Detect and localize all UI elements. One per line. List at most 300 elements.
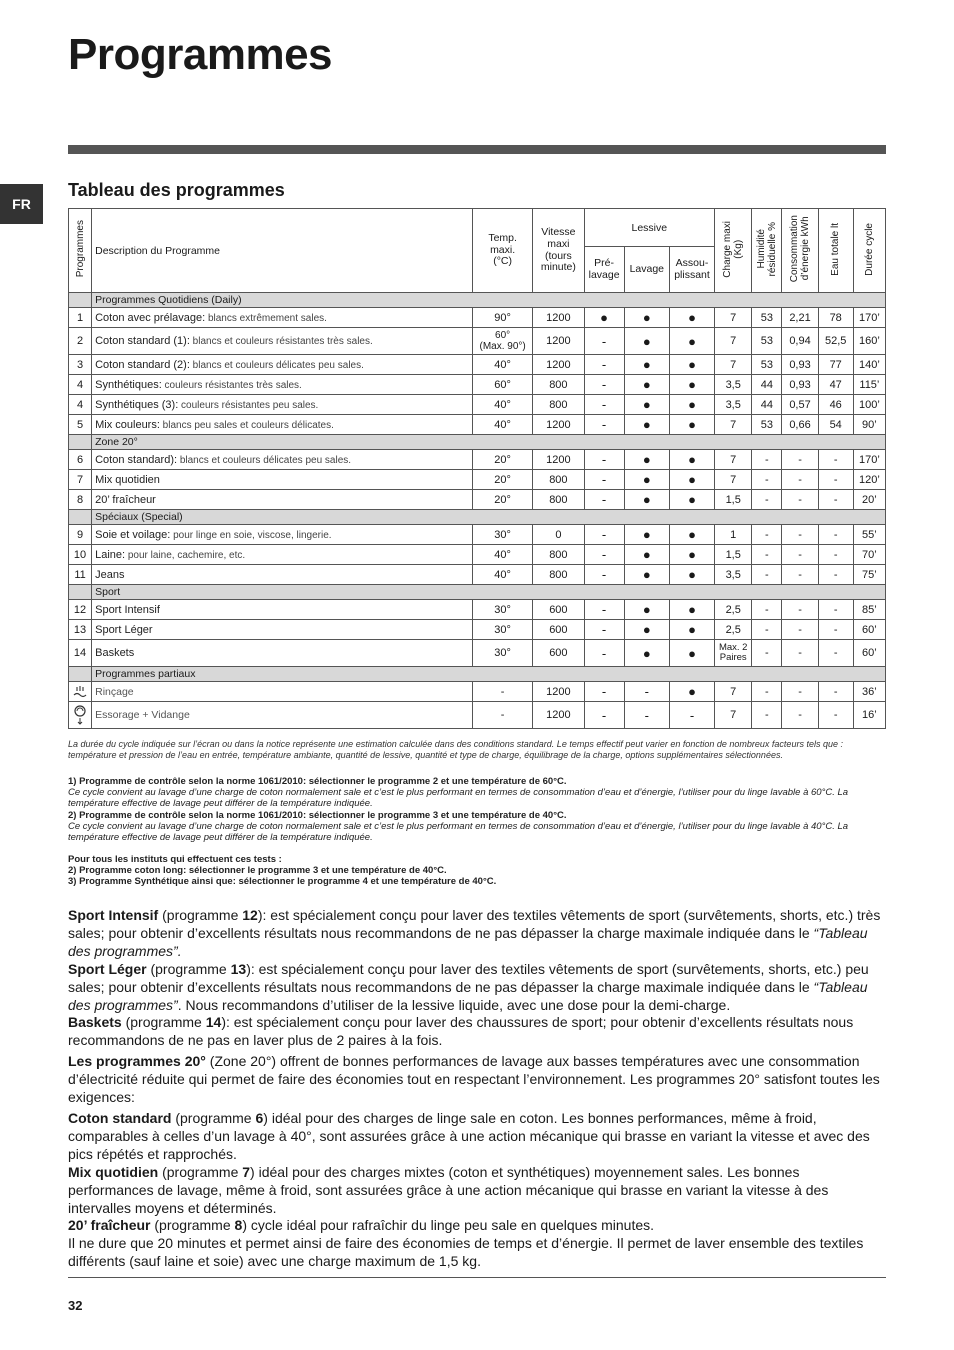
language-tab: FR — [0, 184, 43, 224]
eau-cell: 77 — [818, 355, 853, 375]
speed-cell: 600 — [533, 600, 584, 620]
footnotes — [68, 776, 886, 843]
program-description — [92, 640, 473, 667]
prelavage-cell: ● — [584, 308, 624, 328]
group-header-row — [69, 293, 886, 308]
table-ref: “Tableau des programmes” — [68, 978, 868, 1013]
temp-value: 60° — [495, 330, 511, 341]
eau-cell: - — [818, 600, 853, 620]
tests-item-1: 2) Programme coton long: sélectionner le programme 3 et une température de 40°C. — [68, 865, 447, 877]
group-spacer — [69, 435, 92, 450]
group-label: Programmes partiaux — [92, 667, 886, 682]
speed-cell: 1200 — [533, 682, 584, 702]
header-assouplissant: Assou- plissant — [669, 247, 714, 293]
speed-cell: 600 — [533, 640, 584, 667]
table-row — [69, 308, 886, 328]
duree-cell: 120’ — [853, 470, 885, 490]
consommation-cell: - — [782, 545, 818, 565]
table-row — [69, 375, 886, 395]
consommation-cell: 2,21 — [782, 308, 818, 328]
program-number: 7 — [69, 470, 92, 490]
program-description — [92, 395, 473, 415]
program-number: 3 — [69, 355, 92, 375]
lavage-cell: ● — [624, 600, 669, 620]
temp-cell: 20° — [472, 450, 532, 470]
prelavage-cell: - — [584, 702, 624, 729]
speed-cell: 800 — [533, 375, 584, 395]
group-header-row — [69, 435, 886, 450]
program-name: Synthétiques (3): — [95, 398, 179, 411]
header-description: Description du Programme — [92, 209, 473, 293]
consommation-cell: - — [782, 682, 818, 702]
consommation-cell: 0,93 — [782, 375, 818, 395]
eau-cell: - — [818, 545, 853, 565]
temp-cell: 40° — [472, 395, 532, 415]
charge-cell: 2,5 — [715, 620, 752, 640]
temp-cell: - — [472, 682, 532, 702]
charge-cell: 7 — [715, 415, 752, 435]
assouplissant-cell: ● — [669, 565, 714, 585]
prog-num: 7 — [242, 1163, 251, 1180]
prelavage-cell: - — [584, 525, 624, 545]
speed-cell: 1200 — [533, 450, 584, 470]
header-prelavage: Pré- lavage — [584, 247, 624, 293]
speed-cell: 1200 — [533, 702, 584, 729]
header-duree: Durée cycle — [853, 209, 885, 293]
program-detail: blancs peu sales et couleurs délicates. — [159, 419, 334, 431]
program-name: Baskets — [95, 647, 135, 659]
program-name: 20’ fraîcheur — [95, 493, 156, 506]
program-description — [92, 545, 473, 565]
program-detail: blancs et couleurs résistantes très sales. — [189, 336, 373, 347]
group-label: Programmes Quotidiens (Daily) — [92, 293, 886, 308]
temp-cell: 30° — [472, 600, 532, 620]
speed-cell: 1200 — [533, 355, 584, 375]
prelavage-cell: - — [584, 395, 624, 415]
charge-cell: 3,5 — [715, 565, 752, 585]
program-name: Mix couleurs: — [95, 418, 160, 431]
group-label: Sport — [92, 585, 886, 600]
program-description — [92, 525, 473, 545]
group-label: Spéciaux (Special) — [92, 510, 886, 525]
temp-cell — [472, 328, 532, 355]
group-header-row — [69, 667, 886, 682]
footer-rule — [68, 1277, 886, 1278]
table-row — [69, 450, 886, 470]
assouplissant-cell: ● — [669, 620, 714, 640]
text: (programme — [158, 907, 243, 923]
consommation-cell: - — [782, 470, 818, 490]
prelavage-cell: - — [584, 328, 624, 355]
table-row — [69, 640, 886, 667]
table-row — [69, 682, 886, 702]
prelavage-cell: - — [584, 355, 624, 375]
duree-cell: 75’ — [853, 565, 885, 585]
charge-cell: 7 — [715, 682, 752, 702]
text: (programme — [146, 960, 231, 977]
duree-cell: 16’ — [853, 702, 885, 729]
group-spacer — [69, 667, 92, 682]
text: (programme — [150, 1217, 235, 1234]
duree-cell: 36’ — [853, 682, 885, 702]
temp-cell: 40° — [472, 355, 532, 375]
sport-descriptions — [68, 907, 886, 1050]
text: . Nous recommandons d’utiliser de la lessive liquide, avec une dose pour la demi-charge. — [177, 996, 731, 1013]
humidite-cell: - — [752, 640, 782, 667]
eau-cell: - — [818, 490, 853, 510]
consommation-cell: 0,66 — [782, 415, 818, 435]
program-description — [92, 308, 473, 328]
baskets-name: Baskets — [68, 1014, 122, 1031]
temp-cell: 20° — [472, 490, 532, 510]
speed-cell: 1200 — [533, 415, 584, 435]
humidite-cell: 53 — [752, 328, 782, 355]
charge-cell: 7 — [715, 308, 752, 328]
assouplissant-cell: ● — [669, 600, 714, 620]
tests-title: Pour tous les instituts qui effectuent ces tests : — [68, 854, 282, 865]
page-title: Programmes — [68, 30, 333, 79]
duree-cell: 90’ — [853, 415, 885, 435]
mix-name: Mix quotidien — [68, 1163, 159, 1180]
consommation-cell: 0,93 — [782, 355, 818, 375]
humidite-cell: - — [752, 450, 782, 470]
text: (programme — [171, 1110, 256, 1126]
humidite-cell: 44 — [752, 375, 782, 395]
text: ): est spécialement conçu pour laver des textiles vêtements de sport (survêtements, shorts, etc.) peu sales; pour obtenir d’excellents résultats nous recommandons de ne pas dépasser la charge maximale indiquée dans le — [68, 960, 869, 995]
text: ): est spécialement conçu pour laver des textiles vêtements de sport (survêtements, shorts, etc.) très sales; pour obtenir d’excellents résultats nous recommandons de ne pas dépasser la charge maximale indiquée dans le — [68, 907, 881, 941]
duree-cell: 60’ — [853, 620, 885, 640]
program-description — [92, 682, 473, 702]
prelavage-cell: - — [584, 640, 624, 667]
program-name: Laine: — [95, 548, 126, 561]
prelavage-cell: - — [584, 545, 624, 565]
consommation-cell: - — [782, 640, 818, 667]
group-spacer — [69, 293, 92, 308]
temp-cell: 60° — [472, 375, 532, 395]
program-number: 10 — [69, 545, 92, 565]
lavage-cell: ● — [624, 640, 669, 667]
speed-cell: 800 — [533, 565, 584, 585]
charge-unit: Paires — [719, 652, 747, 663]
program-name: Mix quotidien — [95, 473, 160, 486]
eau-cell: - — [818, 682, 853, 702]
charge-cell: 7 — [715, 702, 752, 729]
assouplissant-cell: ● — [669, 355, 714, 375]
program-name: Coton standard (1): — [95, 335, 190, 347]
assouplissant-cell: ● — [669, 415, 714, 435]
table-row — [69, 395, 886, 415]
prog-num: 12 — [242, 907, 258, 923]
program-number: 11 — [69, 565, 92, 585]
consommation-cell: 0,57 — [782, 395, 818, 415]
program-name: Coton standard (2): — [95, 358, 190, 371]
consommation-cell: - — [782, 490, 818, 510]
prog-num: 14 — [205, 1014, 222, 1031]
humidite-cell: 53 — [752, 308, 782, 328]
sport-intensif-name: Sport Intensif — [68, 907, 159, 923]
temp-cell: 40° — [472, 545, 532, 565]
speed-cell: 800 — [533, 545, 584, 565]
prelavage-cell: - — [584, 450, 624, 470]
header-rule — [68, 145, 886, 154]
table-ref: “Tableau des programmes”. — [68, 924, 868, 959]
lavage-cell: - — [624, 682, 669, 702]
humidite-cell: - — [752, 525, 782, 545]
charge-cell: 1 — [715, 525, 752, 545]
programmes-table — [68, 208, 886, 729]
header-lavage: Lavage — [624, 247, 669, 293]
program-number: 5 — [69, 415, 92, 435]
lavage-cell: ● — [624, 525, 669, 545]
footnote-1-text: Ce cycle convient au lavage d’une charge de coton normalement sale et c’est le plus performant en termes de consommation d’eau et d’énergie, l’utiliser pour du linge lavable à 60°C. La température effective de lavage peut différer de la température indiquée. — [68, 787, 849, 810]
program-description — [92, 375, 473, 395]
program-description — [92, 565, 473, 585]
charge-cell: 1,5 — [715, 545, 752, 565]
prelavage-cell: - — [584, 470, 624, 490]
speed-cell: 1200 — [533, 308, 584, 328]
lavage-cell: ● — [624, 620, 669, 640]
charge-cell: 7 — [715, 450, 752, 470]
program-description — [92, 600, 473, 620]
lavage-cell: ● — [624, 415, 669, 435]
footnote-1-title: 1) Programme de contrôle selon la norme 1061/2010: sélectionner le programme 2 et une température de 60°C. — [68, 776, 567, 787]
program-name: Soie et voilage: — [95, 528, 171, 541]
table-row — [69, 470, 886, 490]
program-number: 4 — [69, 375, 92, 395]
page-number: 32 — [68, 1298, 83, 1313]
temp-cell: 40° — [472, 565, 532, 585]
program-description — [92, 415, 473, 435]
program-description — [92, 490, 473, 510]
assouplissant-cell: ● — [669, 375, 714, 395]
sport-leger-name: Sport Léger — [68, 960, 147, 977]
prelavage-cell: - — [584, 600, 624, 620]
humidite-cell: - — [752, 565, 782, 585]
test-institutes — [68, 854, 886, 888]
header-programmes: Programmes — [69, 209, 92, 293]
temp-cell: 20° — [472, 470, 532, 490]
duree-cell: 100’ — [853, 395, 885, 415]
prelavage-cell: - — [584, 375, 624, 395]
header-eau: Eau totale lt — [818, 209, 853, 293]
eau-cell: 54 — [818, 415, 853, 435]
header-lessive: Lessive — [584, 209, 715, 247]
consommation-cell: - — [782, 565, 818, 585]
program-number: 6 — [69, 450, 92, 470]
humidite-cell: 53 — [752, 355, 782, 375]
eau-cell: - — [818, 620, 853, 640]
charge-cell — [715, 640, 752, 667]
duree-cell: 140’ — [853, 355, 885, 375]
speed-cell: 1200 — [533, 328, 584, 355]
speed-cell: 800 — [533, 470, 584, 490]
eau-cell: - — [818, 702, 853, 729]
table-row — [69, 600, 886, 620]
humidite-cell: - — [752, 620, 782, 640]
table-row — [69, 620, 886, 640]
duree-cell: 160’ — [853, 328, 885, 355]
program-name: Coton avec prélavage: — [95, 311, 206, 324]
temp-cell: 90° — [472, 308, 532, 328]
consommation-cell: - — [782, 702, 818, 729]
eau-cell: - — [818, 640, 853, 667]
program-name: Coton standard): — [95, 453, 178, 466]
lavage-cell: ● — [624, 450, 669, 470]
assouplissant-cell: - — [669, 702, 714, 729]
header-humidite: Humidité résiduelle % — [752, 209, 782, 293]
humidite-cell: - — [752, 682, 782, 702]
header-temp: Temp. maxi. (°C) — [472, 209, 532, 293]
program-name: Sport Léger — [95, 623, 153, 636]
duree-cell: 170’ — [853, 308, 885, 328]
eau-cell: 52,5 — [818, 328, 853, 355]
speed-cell: 800 — [533, 395, 584, 415]
consommation-cell: - — [782, 620, 818, 640]
zone20-name: Les programmes 20° — [68, 1053, 206, 1069]
assouplissant-cell: ● — [669, 682, 714, 702]
program-detail: Rinçage — [95, 685, 134, 698]
program-number: 9 — [69, 525, 92, 545]
charge-cell: 3,5 — [715, 395, 752, 415]
prog-num: 6 — [255, 1110, 264, 1126]
footnote-2-text: Ce cycle convient au lavage d’une charge de coton normalement sale et c’est le plus performant en termes de consommation d’eau et d’énergie, l’utiliser pour du linge lavable à 40°C. La température effective de lavage peut différer de la température indiquée. — [68, 820, 849, 844]
humidite-cell: - — [752, 600, 782, 620]
fraicheur-name: 20’ fraîcheur — [68, 1217, 151, 1234]
eau-cell: - — [818, 525, 853, 545]
humidite-cell: - — [752, 702, 782, 729]
text: ) idéal pour des charges de linge sale en coton. Les bonnes performances, même à froid, comparables à celles d’un lavage à 40°, sont assurées grâce à une action mécanique qui brasse en variant la vitesse et avec des pics répétés et rapprochés. — [68, 1110, 870, 1162]
program-detail: pour laine, cachemire, etc. — [125, 549, 246, 561]
program-name: Sport Intensif — [95, 603, 160, 616]
program-number: 13 — [69, 620, 92, 640]
assouplissant-cell: ● — [669, 328, 714, 355]
assouplissant-cell: ● — [669, 490, 714, 510]
table-row — [69, 328, 886, 355]
charge-cell: 7 — [715, 355, 752, 375]
charge-value: Max. 2 — [718, 641, 748, 653]
prog-num: 13 — [230, 960, 247, 977]
table-row — [69, 545, 886, 565]
zone20-description — [68, 1053, 886, 1107]
prog-num: 8 — [234, 1217, 243, 1234]
prelavage-cell: - — [584, 682, 624, 702]
table-row — [69, 702, 886, 729]
program-detail: Essorage + Vidange — [95, 709, 190, 721]
text: ) cycle idéal pour rafraîchir du linge peu sale en quelques minutes. — [242, 1217, 655, 1234]
eau-cell: - — [818, 565, 853, 585]
text: Il ne dure que 20 minutes et permet ainsi de faire des économies de temps et d’énergie. Il permet de laver ensemble des textiles différents (sauf laine et soie) avec une charge maximum de 1,5 kg. — [68, 1235, 864, 1270]
text: (programme — [158, 1163, 243, 1180]
group-spacer — [69, 585, 92, 600]
program-description — [92, 620, 473, 640]
program-detail: blancs extrêmement sales. — [205, 312, 327, 324]
text: (programme — [121, 1014, 206, 1031]
text: ) idéal pour des charges mixtes (coton et synthétiques) moyennement sales. Les bonnes performances de lavage, même à froid, sont assurées grâce à une action mécanique qui brasse en variant la vitesse à des intervalles moyens et déterminés. — [68, 1163, 829, 1216]
text: ): est spécialement conçu pour laver des chaussures de sport; pour obtenir d’excellents résultats nous recommandons de ne pas en laver plus de 2 paires à la fois. — [68, 1014, 854, 1049]
program-description — [92, 355, 473, 375]
rinse-icon — [69, 682, 92, 702]
humidite-cell: - — [752, 490, 782, 510]
charge-cell: 3,5 — [715, 375, 752, 395]
assouplissant-cell: ● — [669, 308, 714, 328]
eau-cell: 46 — [818, 395, 853, 415]
group-label: Zone 20° — [92, 435, 886, 450]
lavage-cell: ● — [624, 545, 669, 565]
header-speed: Vitesse maxi (tours minute) — [533, 209, 584, 293]
zone20-programmes — [68, 1110, 886, 1271]
temp-cell: 30° — [472, 525, 532, 545]
program-description — [92, 450, 473, 470]
group-header-row — [69, 585, 886, 600]
tests-item-2: 3) Programme Synthétique ainsi que: sélectionner le programme 4 et une température de 40°C. — [68, 876, 497, 888]
duree-cell: 55’ — [853, 525, 885, 545]
speed-cell: 600 — [533, 620, 584, 640]
program-number: 8 — [69, 490, 92, 510]
humidite-cell: 53 — [752, 415, 782, 435]
charge-cell: 7 — [715, 328, 752, 355]
program-description — [92, 328, 473, 355]
duree-cell: 170’ — [853, 450, 885, 470]
eau-cell: - — [818, 470, 853, 490]
header-charge: Charge maxi (Kg) — [715, 209, 752, 293]
assouplissant-cell: ● — [669, 470, 714, 490]
table-row — [69, 490, 886, 510]
footnote-2-title: 2) Programme de contrôle selon la norme 1061/2010: sélectionner le programme 3 et une température de 40°C. — [68, 809, 567, 821]
duree-cell: 85’ — [853, 600, 885, 620]
lavage-cell: ● — [624, 565, 669, 585]
prelavage-cell: - — [584, 490, 624, 510]
group-header-row — [69, 510, 886, 525]
humidite-cell: 44 — [752, 395, 782, 415]
table-row — [69, 565, 886, 585]
temp-cell: - — [472, 702, 532, 729]
program-detail: blancs et couleurs délicates peu sales. — [177, 454, 352, 466]
lavage-cell: ● — [624, 395, 669, 415]
speed-cell: 0 — [533, 525, 584, 545]
charge-cell: 7 — [715, 470, 752, 490]
program-number: 12 — [69, 600, 92, 620]
table-row — [69, 525, 886, 545]
program-detail: pour linge en soie, viscose, lingerie. — [170, 529, 332, 541]
section-title: Tableau des programmes — [68, 180, 285, 200]
consommation-cell: - — [782, 525, 818, 545]
lavage-cell: ● — [624, 470, 669, 490]
humidite-cell: - — [752, 470, 782, 490]
spin-drain-icon — [69, 702, 92, 729]
lavage-cell: ● — [624, 328, 669, 355]
assouplissant-cell: ● — [669, 545, 714, 565]
assouplissant-cell: ● — [669, 640, 714, 667]
table-row — [69, 355, 886, 375]
temp-cell: 40° — [472, 415, 532, 435]
lavage-cell: ● — [624, 490, 669, 510]
lavage-cell: - — [624, 702, 669, 729]
header-consommation: Consommation d’énergie kWh — [782, 209, 818, 293]
consommation-cell: - — [782, 450, 818, 470]
cycle-duration-note: La durée du cycle indiquée sur l’écran ou dans la notice représente une estimation calculée dans des conditions standard. Le temps effectif peut varier en fonction de nombreux facteurs tels que : température et pression de l’eau en entrée, température ambiante, quantité de lessive, quantité et type de charge, équilibrage de la charge, options supplémentaires sélectionnées. — [68, 739, 843, 761]
lavage-cell: ● — [624, 308, 669, 328]
prelavage-cell: - — [584, 415, 624, 435]
program-description — [92, 470, 473, 490]
lavage-cell: ● — [624, 375, 669, 395]
prelavage-cell: - — [584, 620, 624, 640]
charge-cell: 2,5 — [715, 600, 752, 620]
lavage-cell: ● — [624, 355, 669, 375]
duree-cell: 60’ — [853, 640, 885, 667]
program-detail: couleurs résistantes peu sales. — [178, 399, 319, 411]
eau-cell: 78 — [818, 308, 853, 328]
text: (Zone 20°) offrent de bonnes performances de lavage aux basses températures avec une consommation d’électricité réduite qui permet de faire des économies tout en respectant l’environnement. Les programmes 20° satisfont toutes les exigences: — [68, 1053, 880, 1105]
